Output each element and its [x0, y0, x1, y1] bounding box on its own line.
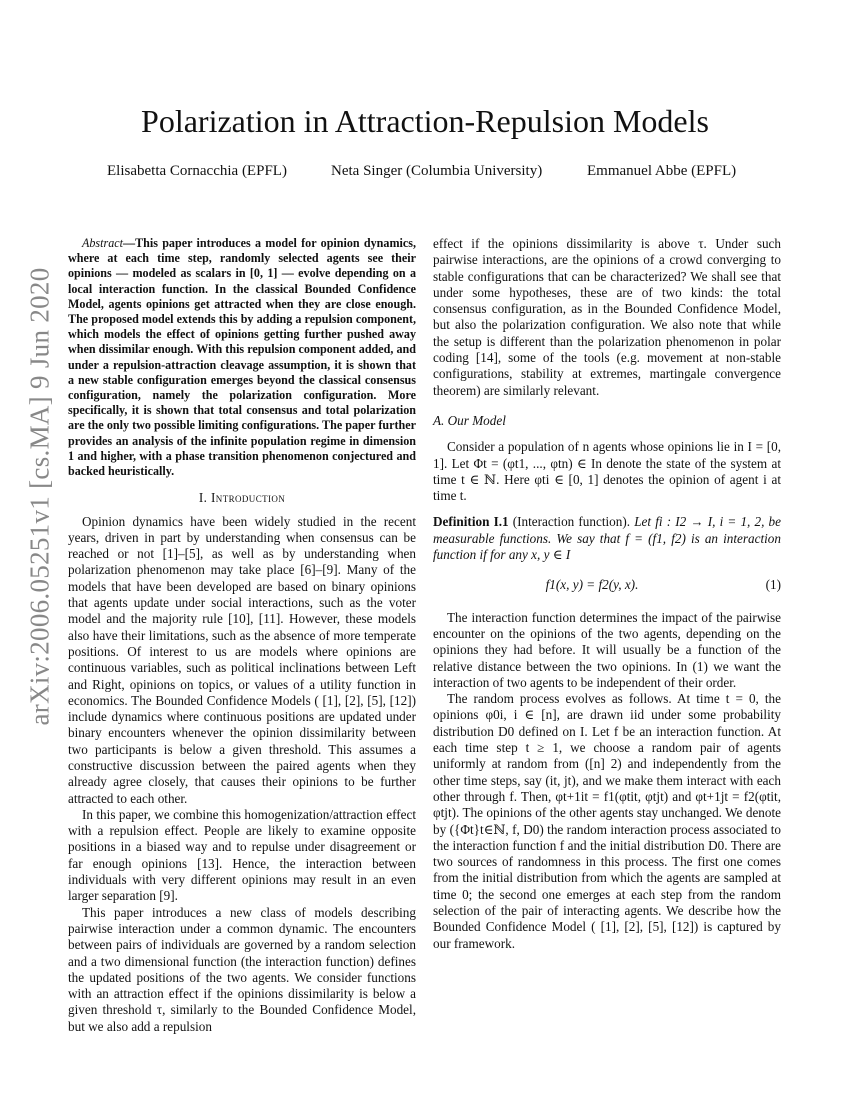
abstract	[68, 236, 416, 479]
author-3: Emmanuel Abbe (EPFL)	[587, 163, 737, 179]
left-column	[68, 236, 416, 1035]
abstract-text: —This paper introduces a model for opinion dynamics, where at each time step, randomly selected agents see their opinions — modeled as scalars in [0, 1] — evolve depending on a local interaction function. In the classical Bounded Confidence Model, agents opinions get attracted when they are close enough. The proposed model extends this by adding a repulsion component, which models the effect of opinions getting further pushed away when dissimilar enough. With this repulsion component added, and under a repulsion-attraction cleavage assumption, it is shown that a new stable configuration emerges beyond the classical consensus configuration, namely the polarization configuration. More specifically, it is shown that total consensus and total polarization are the only two possible limiting configurations. The paper further provides an analysis of the infinite population regime in dimension 1 and higher, with a phase transition phenomenon conjectured and backed heuristically.	[68, 236, 416, 479]
subsection-heading-our-model: A. Our Model	[433, 412, 506, 428]
paper-title: Polarization in Attraction-Repulsion Models	[141, 103, 709, 139]
model-paragraph-3: The random process evolves as follows. At time t = 0, the opinions φ0i, i ∈ [n], are drawn iid under some probability distribution D0 defined on I. Let f be an interaction function. At each time step t ≥ 1, we choose a random pair of agents uniformly at random from ([n] 2) and independently from the other time steps, say (it, jt), and we make them interact with each other through f. Then, φt+1it = f1(φtit, φtjt) and φt+1jt = f2(φtit, φtjt). The opinions of the other agents stay unchanged. We denote by ({Φt}t∈ℕ, f, D0) the random interaction process associated to the interaction function f and the initial distribution D0. There are two sources of randomness in this process. The first one comes from the initial distribution from which the agents are sampled at time 0; the second one emerges at each step from the random selection of the pair of interacting agents. We describe how the Bounded Confidence Model ( [1], [2], [5], [12]) is captured by our framework.	[433, 691, 781, 951]
arxiv-identifier-stamp	[20, 266, 60, 726]
author-2: Neta Singer (Columbia University)	[331, 163, 543, 179]
definition-text: Let fi : I2 → I, i = 1, 2, be measurable functions. We say that f = (f1, f2) is an interaction function if for any x, y ∈ I	[433, 514, 781, 563]
definition-label: Definition I.1	[433, 514, 509, 530]
model-paragraph-1: Consider a population of n agents whose opinions lie in I = [0, 1]. Let Φt = (φt1, ..., φtn) ∈ In denote the state of the system at time t ∈ ℕ. Here φti ∈ [0, 1] denotes the opinion of agent i at time t.	[433, 439, 781, 504]
abstract-label: Abstract	[82, 236, 123, 250]
arxiv-identifier-text: arXiv:2006.05251v1 [cs.MA] 9 Jun 2020	[24, 266, 55, 726]
equation-body: f1(x, y) = f2(y, x).	[545, 577, 639, 593]
intro-paragraph-3-continued: effect if the opinions dissimilarity is above τ. Under such pairwise interactions, are the opinions of a crowd converging to stable configurations that can be characterized? We shall see that under some hypotheses, these are of two kinds: the total consensus configuration, as in the Bounded Confidence Model, but also the polarization configuration. We also note that while the setup is different than the polarization phenomenon in polar coding [14], some of the tools (e.g. movement at non-stable configurations, stability at extremes, martingale convergence theorem) are similarly relevant.	[433, 236, 781, 398]
model-paragraph-2: The interaction function determines the impact of the pairwise encounter on the opinions of the two agents, depending on the opinions they had before. It will usually be a function of the relative distance between the two opinions. In (1) we want the interaction of two agents to be independent of their order.	[433, 609, 781, 690]
author-1: Elisabetta Cornacchia (EPFL)	[107, 163, 287, 179]
intro-paragraph-3: This paper introduces a new class of models describing pairwise interaction under a common dynamic. The encounters between pairs of individuals are governed by a random selection and a two dimensional function (the interaction function) defines the updated positions of the two agents. We consider functions with an attraction effect if the opinions dissimilarity is below a given threshold τ, similarly to the Bounded Confidence Model, but we also add a repulsion	[68, 904, 416, 1034]
definition-block	[433, 514, 781, 563]
intro-paragraph-1: Opinion dynamics have been widely studied in the recent years, driven in part by understanding when consensus can be reached or not [1]–[5], as well as by understanding when polarization phenomenon may take place [6]–[9]. Many of the models that have been developed are based on binary opinions that agents update under social interactions, such as the voter model and the majority rule [10], [11]. However, these models also have their limitations, such as the absence of more temperate positions. Of interest to us are models where opinions are continuous variables, such as political inclinations between Left and Right, opinions on topics, or values of a utility function in economics. The Bounded Confidence Models ( [1], [2], [5], [12]) include dynamics where continuous positions are updated under binary encounters whenever the opinion dissimilarity between two participants is below a given threshold. This assumes a constructive discussion between the paired agents when they already agree closely, that causes their opinions to be further attracted to each other.	[68, 513, 416, 806]
equation-1	[433, 577, 781, 593]
definition-name: (Interaction function).	[512, 514, 631, 530]
section-heading-introduction: I. Introduction	[198, 490, 286, 506]
right-column	[433, 236, 781, 952]
equation-number: (1)	[765, 577, 781, 593]
intro-paragraph-2: In this paper, we combine this homogenization/attraction effect with a repulsion effect. People are likely to examine opposite positions in a biased way and to repulse under disagreement or far enough opinions [13]. Hence, the interaction between individuals with very different opinions may result in an even larger separation [9].	[68, 806, 416, 904]
